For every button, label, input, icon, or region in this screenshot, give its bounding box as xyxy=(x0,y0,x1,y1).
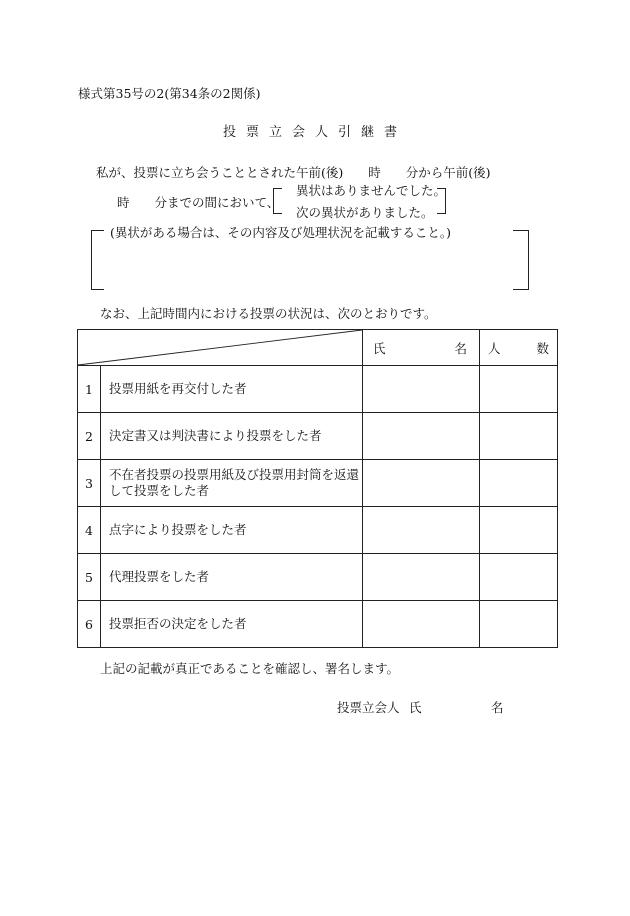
signature-name-label-1: 氏 xyxy=(409,700,422,715)
name-input-cell[interactable] xyxy=(363,554,480,601)
header-count-cell xyxy=(480,330,558,366)
table-row xyxy=(78,366,558,413)
name-input-cell[interactable] xyxy=(363,413,480,460)
name-input-cell[interactable] xyxy=(363,601,480,648)
table-row xyxy=(78,601,558,648)
row-description: 投票拒否の決定をした者 xyxy=(101,601,363,648)
name-input-cell[interactable] xyxy=(363,507,480,554)
row-description-line-1: 不在者投票の投票用紙及び投票用封筒を返還 xyxy=(109,467,360,482)
row-description: 点字により投票をした者 xyxy=(101,507,363,554)
row-description: 代理投票をした者 xyxy=(101,554,363,601)
statement-line-1: 私が、投票に立ち会うこととされた午前(後) 時 分から午前(後) xyxy=(96,165,491,180)
count-input-cell[interactable] xyxy=(480,507,558,554)
option-irregularity: 次の異状がありました。 xyxy=(296,205,434,220)
confirmation-text: 上記の記載が真正であることを確認し、署名します。 xyxy=(100,661,400,676)
count-input-cell[interactable] xyxy=(480,366,558,413)
header-count-char-1: 人 xyxy=(488,340,501,356)
row-description: 決定書又は判決書により投票をした者 xyxy=(101,413,363,460)
form-number: 様式第35号の2(第34条の2関係) xyxy=(78,86,261,101)
row-number: 3 xyxy=(78,460,101,507)
table-row xyxy=(78,460,558,507)
statement-line-2: 時 分までの間において、 xyxy=(117,195,280,210)
row-number: 5 xyxy=(78,554,101,601)
diagonal-header-cell xyxy=(78,330,363,366)
table-row xyxy=(78,413,558,460)
table-header-row xyxy=(78,330,558,366)
diagonal-line xyxy=(78,330,362,365)
count-input-cell[interactable] xyxy=(480,460,558,507)
header-name-char-1: 氏 xyxy=(373,340,386,356)
option-no-irregularity: 異状はありませんでした。 xyxy=(296,183,447,198)
row-description xyxy=(101,460,363,507)
count-input-cell[interactable] xyxy=(480,601,558,648)
document-title: 投票立会人引継書 xyxy=(222,125,407,140)
signature-name-label-2: 名 xyxy=(491,700,504,715)
count-input-cell[interactable] xyxy=(480,554,558,601)
irregularity-note: (異状がある場合は、その内容及び処理状況を記載すること。) xyxy=(110,225,452,240)
header-name-char-2: 名 xyxy=(454,340,467,356)
status-intro: なお、上記時間内における投票の状況は、次のとおりです。 xyxy=(100,306,437,321)
row-number: 1 xyxy=(78,366,101,413)
table-row xyxy=(78,554,558,601)
row-description: 投票用紙を再交付した者 xyxy=(101,366,363,413)
row-number: 2 xyxy=(78,413,101,460)
signature-role: 投票立会人 xyxy=(337,700,400,715)
note-box-bracket-right xyxy=(513,230,529,290)
option-bracket-left xyxy=(273,188,282,214)
table-row xyxy=(78,507,558,554)
header-name-cell xyxy=(363,330,480,366)
header-count-char-2: 数 xyxy=(536,340,549,356)
row-number: 4 xyxy=(78,507,101,554)
count-input-cell[interactable] xyxy=(480,413,558,460)
name-input-cell[interactable] xyxy=(363,460,480,507)
row-description-line-2: して投票をした者 xyxy=(109,483,210,498)
note-box-bracket-left xyxy=(91,230,104,290)
name-input-cell[interactable] xyxy=(363,366,480,413)
row-number: 6 xyxy=(78,601,101,648)
voting-status-table xyxy=(77,329,558,648)
